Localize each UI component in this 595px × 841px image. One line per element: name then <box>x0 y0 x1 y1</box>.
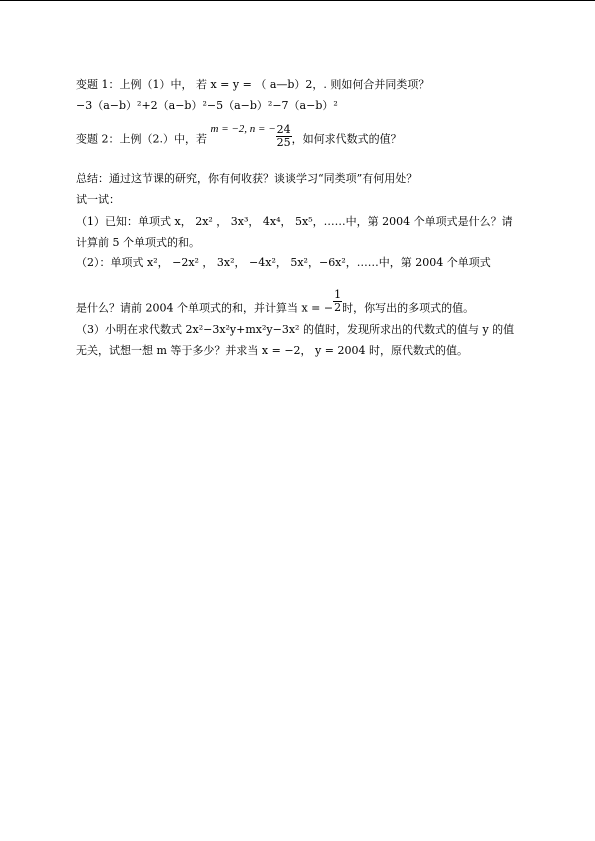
variant-2-math: m = −2, n = − <box>210 122 276 135</box>
variant-2-suffix: ，如何求代数式的值？ <box>291 132 402 146</box>
exercise-3-line-2: 无关，试想一想 m 等于多少？并求当 x = −2， y = 2004 时，原代数式的值。 <box>76 344 468 357</box>
fraction-denominator: 25 <box>276 136 291 149</box>
exercise-2-line-2 <box>76 288 475 321</box>
exercise-1-line-1: （1）已知：单项式 x， 2x² ， 3x³， 4x⁴， 5x⁵，……中，第 2004 个单项式是什么？请 <box>76 215 513 228</box>
variant-1-question: 变题 1：上例（1）中， 若 x = y = （ a—b）2，. 则如何合并同类项？ <box>76 78 430 91</box>
exercise-1-line-2: 计算前 5 个单项式的和。 <box>76 236 200 249</box>
exercise-3-line-1: （3）小明在求代数式 2x²−3x²y+mx²y−3x² 的值时，发现所求出的代数式的值与 y 的值 <box>76 323 515 336</box>
page-top-border <box>0 0 595 1</box>
exercise-2-line-1: （2）：单项式 x²， −2x² ， 3x²， −4x²， 5x²，−6x²，……中，第 2004 个单项式 <box>76 256 491 269</box>
variant-2-fraction <box>276 124 292 149</box>
variant-1-expression: −3（a−b）²+2（a−b）²−5（a−b）²−7（a−b）² <box>76 99 338 112</box>
variant-2-question <box>76 122 402 152</box>
exercise-2-suffix: 时，你写出的多项式的值。 <box>342 301 475 315</box>
fraction-numerator: 24 <box>276 123 291 136</box>
fraction-denominator: 2 <box>334 301 342 314</box>
summary-text: 总结：通过这节课的研究，你有何收获？谈谈学习“同类项”有何用处？ <box>76 172 418 185</box>
try-it-heading: 试一试： <box>76 193 120 206</box>
exercise-2-prefix: 是什么？请前 2004 个单项式的和，并计算当 x = − <box>76 301 334 315</box>
variant-2-prefix: 变题 2：上例（2.）中，若 <box>76 132 207 146</box>
fraction-numerator: 1 <box>334 288 342 301</box>
exercise-2-fraction <box>333 289 342 314</box>
